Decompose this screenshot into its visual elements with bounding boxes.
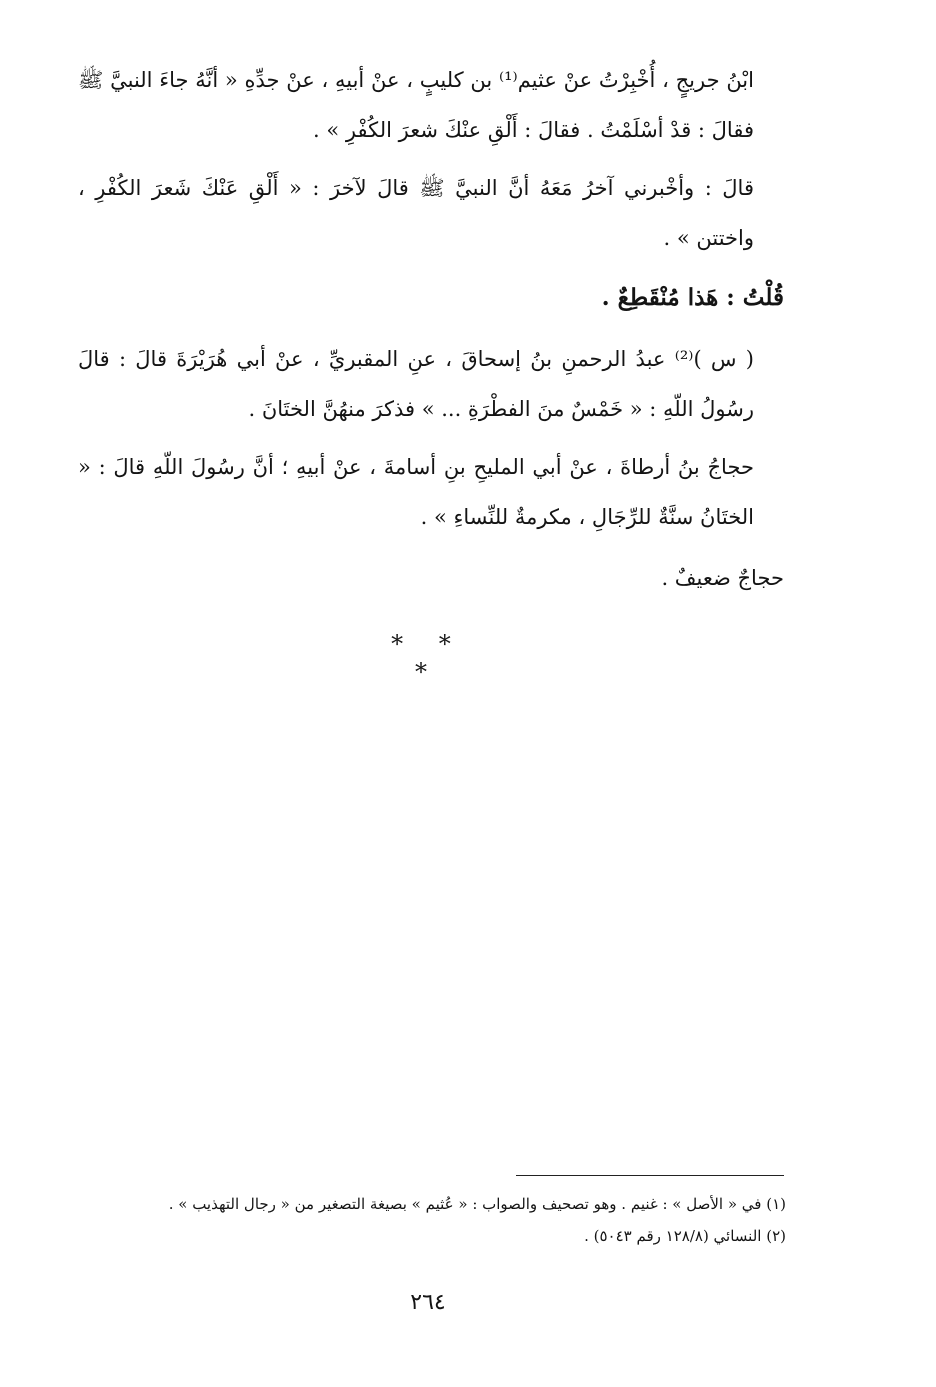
footnote-divider [516,1175,784,1176]
author-comment [78,273,806,323]
comment-text: قُلْتُ : هَذا مُنْقَطِعٌ . [601,284,784,311]
paragraph-text: قالَ : وأخْبرني آخرُ مَعَهُ أنَّ النبيَّ ﷺ قالَ لآخرَ : « أَلْقِ عَنْكَ شَعرَ الكُفْرِ ، واختتن » . [78,176,754,250]
section-separator: * * * [391,630,465,686]
paragraph-text: ( س )⁽²⁾ عبدُ الرحمنِ بنُ إسحاقَ ، عنِ المقبريِّ ، عنْ أبي هُرَيْرَةَ قالَ : قالَ رسُولُ اللّهِ : « خَمْسٌ منَ الفطْرَةِ ... » فذكرَ منهُنَّ الختَانَ . [78,347,754,421]
author-comment [78,553,844,603]
hadith-paragraph [78,442,784,542]
page-number: ٢٦٤ [410,1290,446,1315]
hadith-paragraph [78,55,784,155]
paragraph-text: حجاجُ بنُ أرطاةَ ، عنْ أبي المليحِ بنِ أسامةَ ، عنْ أبيهِ ؛ أنَّ رسُولَ اللّهِ قالَ : « الختَانُ سنَّةٌ للرِّجَالِ ، مكرمةٌ للنِّساءِ » . [78,455,754,529]
footnotes [78,1188,786,1252]
comment-text: حجاجٌ ضعيفٌ . [661,566,784,590]
paragraph-text: ابْنُ جريجٍ ، أُخْبِرْتُ عنْ عثيم⁽¹⁾ بن كليبٍ ، عنْ أبيهِ ، عنْ جدِّهِ « أنَّهُ جاءَ النبيَّ ﷺ فقالَ : قدْ أسْلَمْتُ . فقالَ : أَلْقِ عنْكَ شعرَ الكُفْرِ » . [78,68,754,142]
hadith-paragraph [78,163,784,263]
footnote-1: (١) في « الأصل » : غنيم . وهو تصحيف والصواب : « عُثيم » بصيغة التصغير من « رجال التهذيب » . [168,1195,786,1213]
hadith-paragraph [78,334,784,434]
footnote-2: (٢) النسائي (١٢٨/٨ رقم ٥٠٤٣) . [584,1227,786,1245]
